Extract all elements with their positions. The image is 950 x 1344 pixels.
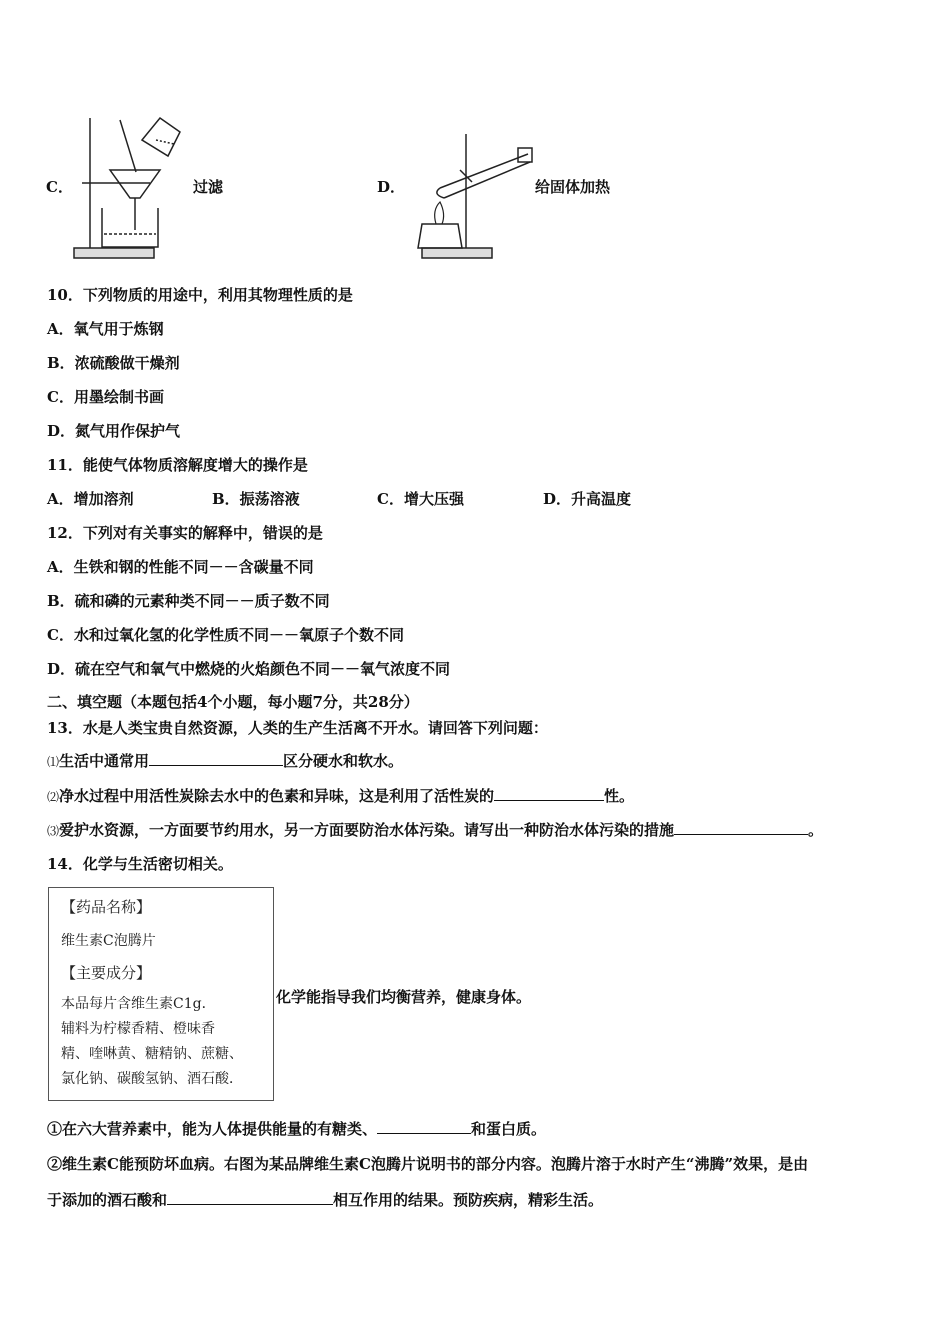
q11-option-a: A．增加溶剂 <box>47 490 134 508</box>
q14-part2-text-a: 于添加的酒石酸和 <box>47 1191 168 1209</box>
filtration-apparatus-diagram <box>70 110 190 262</box>
q12-option-c: C．水和过氧化氢的化学性质不同－－氧原子个数不同 <box>47 626 404 644</box>
label-ingredient-line-2: 辅料为柠檬香精、橙味香 <box>61 1021 215 1037</box>
q13-part1-text-b: 区分硬水和软水。 <box>283 752 404 770</box>
q10-option-d: D．氮气用作保护气 <box>47 422 181 440</box>
q14-stem: 14．化学与生活密切相关。 <box>47 855 233 873</box>
q14-part2-text-b: 相互作用的结果。预防疾病，精彩生活。 <box>333 1191 604 1209</box>
q14-side-text: 化学能指导我们均衡营养，健康身体。 <box>276 988 532 1006</box>
q14-part1-answer-blank[interactable] <box>377 1119 471 1134</box>
q11-stem: 11．能使气体物质溶解度增大的操作是 <box>47 456 308 474</box>
q13-part3-text-a: 爱护水资源，一方面要节约用水，另一方面要防治水体污染。请写出一种防治水体污染的措施 <box>59 821 675 839</box>
label-title-ingredients: 【主要成分】 <box>61 964 152 982</box>
q13-part2-text-a: 净水过程中用活性炭除去水中的色素和异味，这是利用了活性炭的 <box>59 787 495 805</box>
label-drug-name: 维生素C泡腾片 <box>61 933 156 949</box>
option-c-letter: C． <box>46 178 73 196</box>
label-ingredient-line-3: 精、喹啉黄、糖精钠、蔗糖、 <box>61 1046 243 1062</box>
q13-part1-text-a: 生活中通常用 <box>59 752 150 770</box>
q13-part2-text-b: 性。 <box>604 787 635 805</box>
q13-part1 <box>47 750 403 773</box>
option-c-text: 过滤 <box>193 178 224 196</box>
vitamin-c-label-box <box>48 887 274 1101</box>
q14-part1 <box>47 1118 546 1140</box>
q10-stem: 10．下列物质的用途中，利用其物理性质的是 <box>47 286 353 304</box>
q11-option-b: B．振荡溶液 <box>212 490 300 508</box>
q10-option-a: A．氧气用于炼钢 <box>47 320 164 338</box>
q14-part2-answer-blank[interactable] <box>167 1190 333 1205</box>
label-title-name: 【药品名称】 <box>61 898 152 916</box>
q11-option-d: D．升高温度 <box>543 490 632 508</box>
q10-option-b: B．浓硫酸做干燥剂 <box>47 354 180 372</box>
q14-part1-text-b: 和蛋白质。 <box>471 1120 547 1138</box>
q12-option-b: B．硫和磷的元素种类不同－－质子数不同 <box>47 592 330 610</box>
q13-part3-number: ⑶ <box>47 824 60 838</box>
q14-part2-line2 <box>47 1189 603 1211</box>
label-ingredient-line-4: 氯化钠、碳酸氢钠、酒石酸． <box>61 1071 243 1087</box>
q13-part2-answer-blank[interactable] <box>494 786 604 801</box>
heating-solid-apparatus-diagram <box>410 130 535 262</box>
q13-part3-text-b: 。 <box>808 821 824 839</box>
q11-option-c: C．增大压强 <box>377 490 464 508</box>
q12-option-a: A．生铁和钢的性能不同－－含碳量不同 <box>47 558 314 576</box>
q12-stem: 12．下列对有关事实的解释中，错误的是 <box>47 524 323 542</box>
option-d-text: 给固体加热 <box>535 178 611 196</box>
q13-part3-answer-blank[interactable] <box>674 820 808 835</box>
q14-part2-line1: ②维生素C能预防坏血病。右图为某品牌维生素C泡腾片说明书的部分内容。泡腾片溶于水时产生“沸腾”效果，是由 <box>47 1155 809 1173</box>
q13-part2-number: ⑵ <box>47 790 60 804</box>
q13-stem: 13．水是人类宝贵自然资源，人类的生产生活离不开水。请回答下列问题： <box>47 719 548 737</box>
q13-part1-answer-blank[interactable] <box>149 751 283 766</box>
option-d-letter: D． <box>377 178 406 196</box>
q14-part1-text-a: ①在六大营养素中，能为人体提供能量的有糖类、 <box>47 1120 378 1138</box>
label-ingredient-line-1: 本品每片含维生素C1g． <box>61 996 216 1012</box>
q13-part1-number: ⑴ <box>47 755 60 769</box>
q13-part3 <box>47 819 823 842</box>
section-heading: 二、填空题（本题包括4个小题，每小题7分，共28分） <box>47 693 419 711</box>
q13-part2 <box>47 785 634 808</box>
q10-option-c: C．用墨绘制书画 <box>47 388 164 406</box>
q12-option-d: D．硫在空气和氧气中燃烧的火焰颜色不同－－氧气浓度不同 <box>47 660 451 678</box>
